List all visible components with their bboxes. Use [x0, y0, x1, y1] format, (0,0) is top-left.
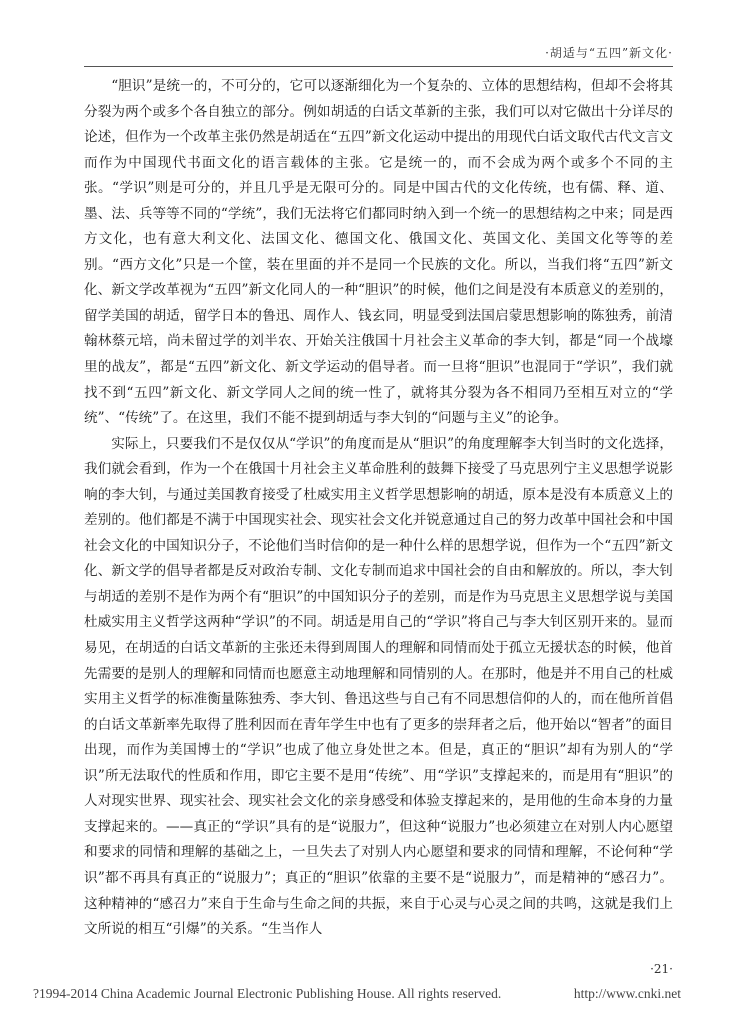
footer: [33, 986, 681, 1002]
paragraph-2: 实际上，只要我们不是仅仅从“学识”的角度而是从“胆识”的角度理解李大钊当时的文化选择，我们就会看到，作为一个在俄国十月社会主义革命胜利的鼓舞下接受了马克思列宁主义思想学说影响的李大钊，与通过美国教育接受了杜威实用主义哲学思想影响的胡适，原本是没有本质意义上的差别的。他们都是不满于中国现实社会、现实社会文化并锐意通过自己的努力改革中国社会和中国社会文化的中国知识分子，不论他们当时信仰的是一种什么样的思想学说，但作为一个“五四”新文化、新文学的倡导者都是反对政治专制、文化专制而追求中国社会的自由和解放的。所以，李大钊与胡适的差别不是作为两个有“胆识”的中国知识分子的差别，而是作为马克思主义思想学说与美国杜威实用主义哲学这两种“学识”的不同。胡适是用自己的“学识”将自己与李大钊区别开来的。显而易见，在胡适的白话文革新的主张还未得到周围人的理解和同情而处于孤立无援状态的时候，他首先需要的是别人的理解和同情而也愿意主动地理解和同情别的人。在那时，他是并不用自己的杜威实用主义哲学的标准衡量陈独秀、李大钊、鲁迅这些与自己有不同思想信仰的人的，而在他所首倡的白话文革新率先取得了胜利因而在青年学生中也有了更多的崇拜者之后，他开始以“智者”的面目出现，而作为美国博士的“学识”也成了他立身处世之本。但是，真正的“胆识”却有为别人的“学识”所无法取代的性质和作用，即它主要不是用“传统”、用“学识”支撑起来的，而是用有“胆识”的人对现实世界、现实社会、现实社会文化的亲身感受和体验支撑起来的，是用他的生命本身的力量支撑起来的。——真正的“学识”具有的是“说服力”，但这种“说服力”也必须建立在对别人内心愿望和要求的同情和理解的基础之上，一旦失去了对别人内心愿望和要求的同情和理解，不论何种“学识”都不再具有真正的“说服力”；真正的“胆识”依靠的主要不是“说服力”，而是精神的“感召力”。这种精神的“感召力”来自于生命与生命之间的共振，来自于心灵与心灵之间的共鸣，这就是我们上文所说的相互“引爆”的关系。“生当作人: [84, 435, 673, 938]
running-header: ·胡适与“五四”新文化·: [545, 46, 673, 60]
footer-url: http://www.cnki.net: [573, 986, 681, 1001]
paragraph-1: “胆识”是统一的，不可分的，它可以逐渐细化为一个复杂的、立体的思想结构，但却不会将其分裂为两个或多个各自独立的部分。例如胡适的白话文革新的主张，我们可以对它做出十分详尽的论述，但作为一个改革主张仍然是胡适在“五四”新文化运动中提出的用现代白话文取代古代文言文而作为中国现代书面文化的语言载体的主张。它是统一的，而不会成为两个或多个不同的主张。“学识”则是可分的，并且几乎是无限可分的。同是中国古代的文化传统，也有儒、释、道、墨、法、兵等等不同的“学统”，我们无法将它们都同时纳入到一个统一的思想结构之中来；同是西方文化，也有意大利文化、法国文化、德国文化、俄国文化、英国文化、美国文化等等的差别。“西方文化”只是一个筐，装在里面的并不是同一个民族的文化。所以，当我们将“五四”新文化、新文学改革视为“五四”新文化同人的一种“胆识”的时候，他们之间是没有本质意义的差别的，留学美国的胡适，留学日本的鲁迅、周作人、钱玄同，明显受到法国启蒙思想影响的陈独秀，前清翰林蔡元培，尚未留过学的刘半农、开始关注俄国十月社会主义革命的李大钊，都是“同一个战壕里的战友”，都是“五四”新文化、新文学运动的倡导者。而一旦将“胆识”也混同于“学识”，我们就找不到“五四”新文化、新文学同人之间的统一性了，就将其分裂为各不相同乃至相互对立的“学统”、“传统”了。在这里，我们不能不提到胡适与李大钊的“问题与主义”的论争。: [84, 78, 673, 427]
article-body: [84, 74, 673, 943]
header-rule: [84, 66, 673, 67]
copyright-notice: ?1994-2014 China Academic Journal Electronic Publishing House. All rights reserved.: [33, 986, 502, 1001]
page-number: ·21·: [650, 962, 673, 976]
